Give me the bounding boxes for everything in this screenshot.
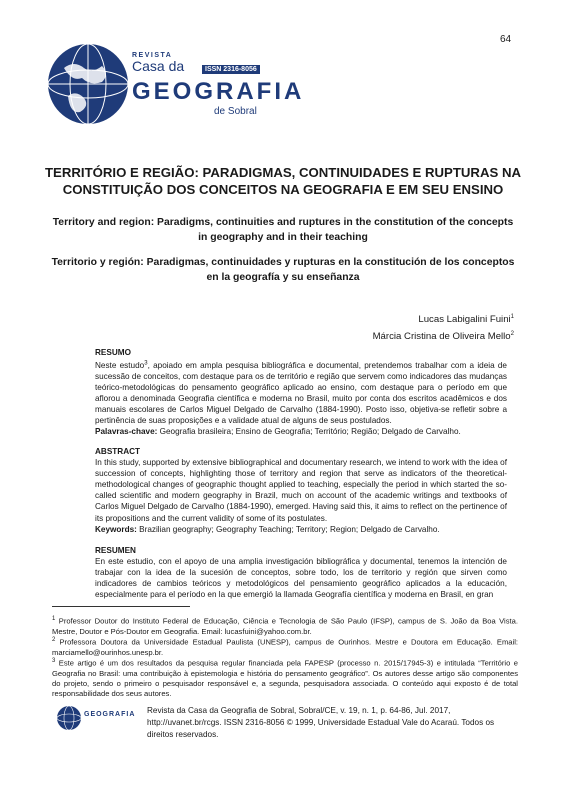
keywords-label: Keywords: bbox=[95, 524, 137, 534]
authors bbox=[373, 310, 514, 344]
keywords: Brazilian geography; Geography Teaching; Territory; Region; Delgado de Carvalho. bbox=[136, 524, 440, 534]
abstract-text: In this study, supported by extensive bibliographical and documentary research, we intend to work with the idea of succession of concepts, highlighting those of territory and region that serve as indicators of the theoretical-methodological changes of geographic thought applied to teaching, especially the period in which started the so-called scientific and modern geography in Brazil, much on account of the academic writings and textbooks of Carlos Miguel Delgado de Carvalho (1884-1990), emerged. Having said this, it aims to reflect on the pertinence of its propositions and the current validity of some of its postulates. bbox=[95, 458, 507, 523]
footnote-3: $^3$ Este artigo é um dos resultados da pesquisa regular financiada pela FAPESP (processo n. 2015/17945-3) e intitulada “Território e Geografia no Brasil: uma contribuição à epistemologia e história do pensamento geográfico”. Os autores desse artigo são componentes do projeto, sendo o primeiro o pesquisador responsável e, a segunda, pesquisadora associada. O conteúdo aqui exposto é de total responsabilidade dos seus autores. bbox=[52, 658, 518, 698]
keywords: Geografia brasileira; Ensino de Geografia; Território; Região; Delgado de Carvalho. bbox=[157, 427, 461, 437]
title-spanish: Territorio y región: Paradigmas, continuidades y rupturas en la constitución de los conceptos en la geografía y su enseñanza bbox=[51, 257, 515, 283]
logo-geografia: GEOGRAFIA bbox=[132, 78, 305, 105]
abstract-heading: ABSTRACT bbox=[95, 447, 141, 456]
title-portuguese: TERRITÓRIO E REGIÃO: PARADIGMAS, CONTINUIDADES E RUPTURAS NA CONSTITUIÇÃO DOS CONCEITOS NA GEOGRAFIA E EM SEU ENSINO bbox=[45, 165, 521, 197]
logo-revista: REVISTA bbox=[132, 52, 173, 59]
logo-issn: ISSN 2316-8056 bbox=[202, 65, 260, 74]
footnote-1: $^1$ Professor Doutor do Instituto Federal de Educação, Ciência e Tecnologia de São Paulo (IFSP), campus de S. João da Boa Vista. Mestre, Doutor e Pós-Doutor em Geografia. Email: lucasfuini@yahoo.com.br. bbox=[52, 616, 518, 636]
abstract-text: Neste estudo$^3$, apoiado em ampla pesquisa bibliográfica e documental, pretendemos trabalhar com a ideia de sucessão de conceitos, com destaque para os de território e região que servem como indicadores das mudanças teórico-metodológicas do pensamento geográfico aplicado ao ensino, com destaque para o período em que aflorou a denominada Geografia científica e moderna no Brasil, muito por conta dos escritos acadêmicos e dos manuais escolares de Carlos Miguel Delgado de Carvalho (1884-1990). Posto isso, objetiva-se refletir sobre a pertinência de suas proposições e a validade atual de alguns de seus postulados. bbox=[95, 360, 507, 426]
page-number: 64 bbox=[500, 34, 512, 45]
author-2: Márcia Cristina de Oliveira Mello$^2$ bbox=[372, 331, 514, 343]
footer-logo-text: GEOGRAFIA bbox=[84, 711, 136, 718]
footnote-2: $^2$ Professora Doutora da Universidade Estadual Paulista (UNESP), campus de Ourinhos. Mestre e Doutora em Educação. Email: marciamello@ourinhos.unesp.br. bbox=[52, 637, 518, 657]
logo-sobral: de Sobral bbox=[214, 106, 257, 117]
abstract-heading: RESUMEN bbox=[95, 546, 136, 555]
globe-icon bbox=[44, 38, 134, 132]
journal-citation: Revista da Casa da Geografia de Sobral, Sobral/CE, v. 19, n. 1, p. 64-86, Jul. 2017, http://uvanet.br/rcgs. ISSN 2316-8056 © 1999, Universidade Estadual Vale do Acaraú. Todos os direitos reservados. bbox=[147, 706, 495, 739]
journal-logo bbox=[44, 38, 305, 132]
author-1: Lucas Labigalini Fuini$^1$ bbox=[418, 314, 514, 326]
abstract-english bbox=[95, 446, 507, 535]
footer-logo bbox=[56, 705, 134, 733]
footnote-divider bbox=[52, 606, 190, 607]
abstract-text: En este estudio, con el apoyo de una amplia investigación bibliográfica y documental, tenemos la intención de trabajar con la idea de la sucesión de conceptos, sobre todo, los de territorio y región que sirven como indicadores de cambios teóricos y metodológicos del pensamiento geográfico aplicados a la educación, especialmente para el período en la que emergió la llamada Geografía científica y moderna en Brasil, en gran bbox=[95, 557, 507, 600]
abstract-spanish bbox=[95, 545, 507, 600]
logo-casa: Casa da bbox=[132, 58, 185, 74]
abstract-portuguese bbox=[95, 347, 507, 437]
abstract-heading: RESUMO bbox=[95, 348, 131, 357]
globe-icon bbox=[56, 705, 82, 731]
title-english: Territory and region: Paradigms, continuities and ruptures in the constitution of the concepts in geography and in their teaching bbox=[52, 217, 514, 243]
keywords-label: Palavras-chave: bbox=[95, 427, 158, 437]
